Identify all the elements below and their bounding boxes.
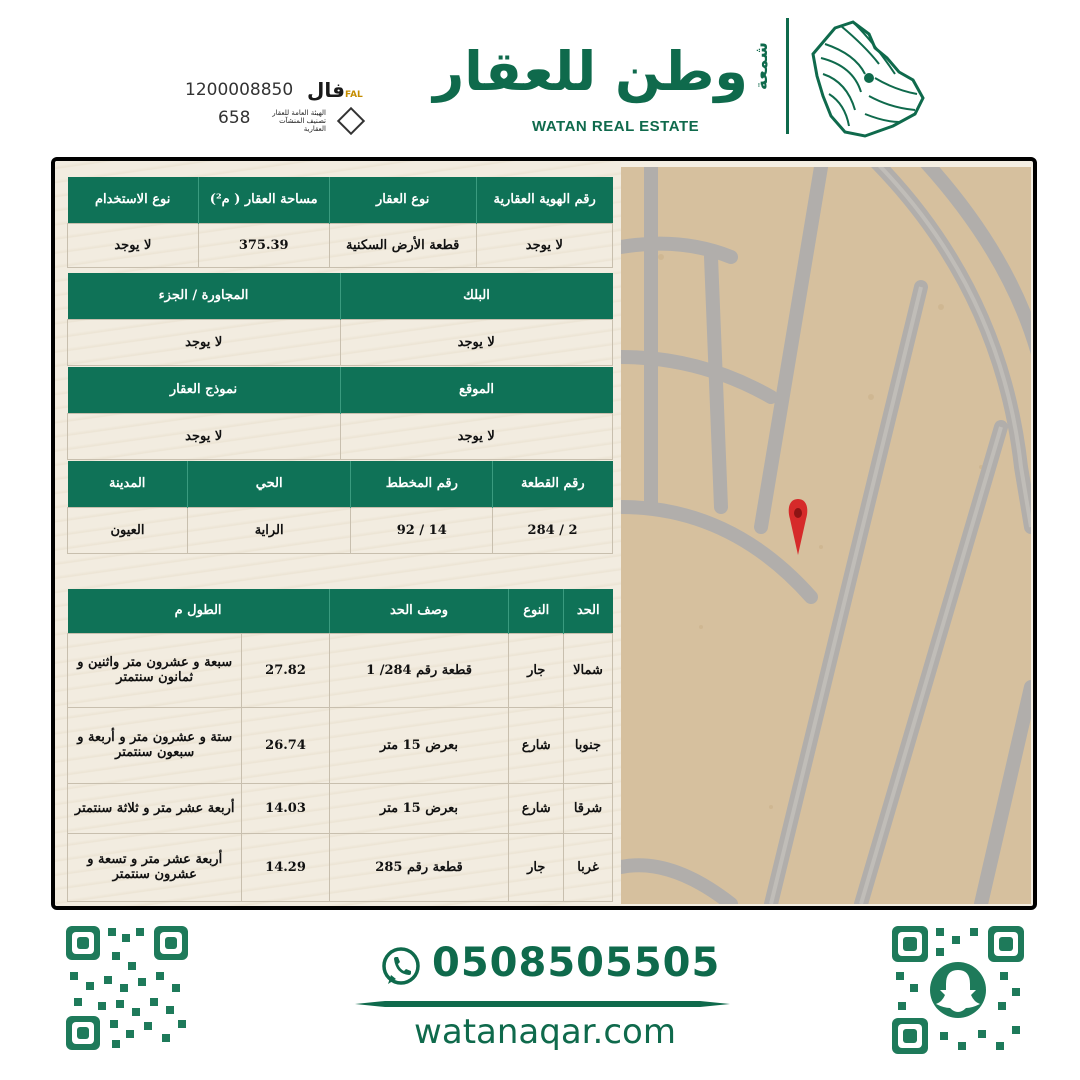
property-info-panel (55, 161, 621, 906)
boundary-desc: بعرض 15 متر (329, 707, 509, 783)
phone-number[interactable]: 0508505505 (432, 940, 721, 986)
value-block: لا يوجد (340, 319, 613, 365)
boundary-type: جار (509, 633, 564, 707)
boundary-length-text: ستة و عشرون متر و أربعة و سبعون سنتمتر (68, 707, 242, 783)
header-plan-number: رقم المخطط (351, 461, 493, 507)
website-link[interactable]: watanaqar.com (414, 1012, 676, 1052)
value-usage-type: لا يوجد (68, 223, 199, 267)
boundary-type: شارع (509, 783, 564, 833)
boundary-length-text: أربعة عشر متر و ثلاثة سنتمتر (68, 783, 242, 833)
license-number-line2: 658 (218, 108, 251, 128)
boundary-desc: بعرض 15 متر (329, 783, 509, 833)
brand-logo (433, 40, 788, 140)
boundary-length-text: سبعة و عشرون متر واثنين و ثمانون سنتمتر (68, 633, 242, 707)
value-property-type: قطعة الأرض السكنية (329, 223, 476, 267)
boundary-desc: قطعة رقم 284/ 1 (329, 633, 509, 707)
header-location: الموقع (340, 367, 613, 413)
satellite-map[interactable] (621, 167, 1031, 904)
header-property-area: مساحة العقار ( م²) (198, 177, 329, 223)
brand-side-text: شمعة (752, 41, 772, 91)
header-plot-number: رقم القطعة (493, 461, 613, 507)
value-property-id: لا يوجد (476, 223, 612, 267)
table-row (68, 783, 613, 833)
boundary-side: شرقا (563, 783, 612, 833)
value-plot-number: 2 / 284 (493, 507, 613, 553)
license-number-line1: 1200008850 (185, 80, 294, 100)
header-city: المدينة (68, 461, 188, 507)
location-pin-icon (787, 499, 809, 555)
brand-name-arabic: وطن للعقار (433, 40, 748, 103)
header-property-type: نوع العقار (329, 177, 476, 223)
header-block: البلك (340, 273, 613, 319)
whatsapp-icon (380, 946, 422, 988)
property-table (67, 177, 613, 268)
boundary-desc: قطعة رقم 285 (329, 833, 509, 901)
boundary-side: جنوبا (563, 707, 612, 783)
value-property-area: 375.39 (198, 223, 329, 267)
header-district: الحي (187, 461, 351, 507)
value-location: لا يوجد (340, 413, 613, 459)
table-row (68, 833, 613, 901)
header-length: الطول م (68, 589, 330, 633)
boundary-length: 14.29 (242, 833, 329, 901)
boundary-length: 26.74 (242, 707, 329, 783)
phone-contact[interactable] (380, 940, 721, 995)
value-plan-number: 14 / 92 (351, 507, 493, 553)
fal-logo: فالFAL (307, 78, 363, 102)
header-neighborhood-part: المجاورة / الجزء (68, 273, 341, 319)
value-district: الراية (187, 507, 351, 553)
brand-divider (786, 18, 789, 134)
boundary-length: 27.82 (242, 633, 329, 707)
qr-code-left[interactable] (62, 922, 192, 1054)
brand-name-english: WATAN REAL ESTATE (532, 118, 700, 135)
plot-table (67, 461, 613, 554)
header-boundary-type: النوع (509, 589, 564, 633)
table-row (68, 707, 613, 783)
fal-license-block (185, 78, 365, 138)
boundary-type: شارع (509, 707, 564, 783)
boundary-side: شمالا (563, 633, 612, 707)
map-roads (621, 167, 1031, 904)
header-property-model: نموذج العقار (68, 367, 341, 413)
document-frame (51, 157, 1037, 910)
boundary-type: جار (509, 833, 564, 901)
value-neighborhood-part: لا يوجد (68, 319, 341, 365)
boundary-length-text: أربعة عشر متر و تسعة و عشرون سنتمتر (68, 833, 242, 901)
footer-divider (355, 1000, 730, 1008)
header-usage-type: نوع الاستخدام (68, 177, 199, 223)
value-city: العيون (68, 507, 188, 553)
location-table (67, 367, 613, 460)
table-row (68, 633, 613, 707)
value-property-model: لا يوجد (68, 413, 341, 459)
header-boundary-desc: وصف الحد (329, 589, 509, 633)
boundary-side: غربا (563, 833, 612, 901)
header-property-id: رقم الهوية العقارية (476, 177, 612, 223)
brand-side-text-wrap (752, 26, 772, 106)
block-table (67, 273, 613, 366)
saudi-map-logo-icon (795, 14, 927, 139)
snapchat-qr-code[interactable] (888, 922, 1028, 1058)
header-boundary: الحد (563, 589, 612, 633)
boundary-length: 14.03 (242, 783, 329, 833)
fal-subtitle: الهيئة العامة للعقار تصنيف المنشآت العقارية (272, 109, 326, 133)
boundaries-table (67, 589, 613, 902)
rega-diamond-icon (337, 107, 365, 135)
